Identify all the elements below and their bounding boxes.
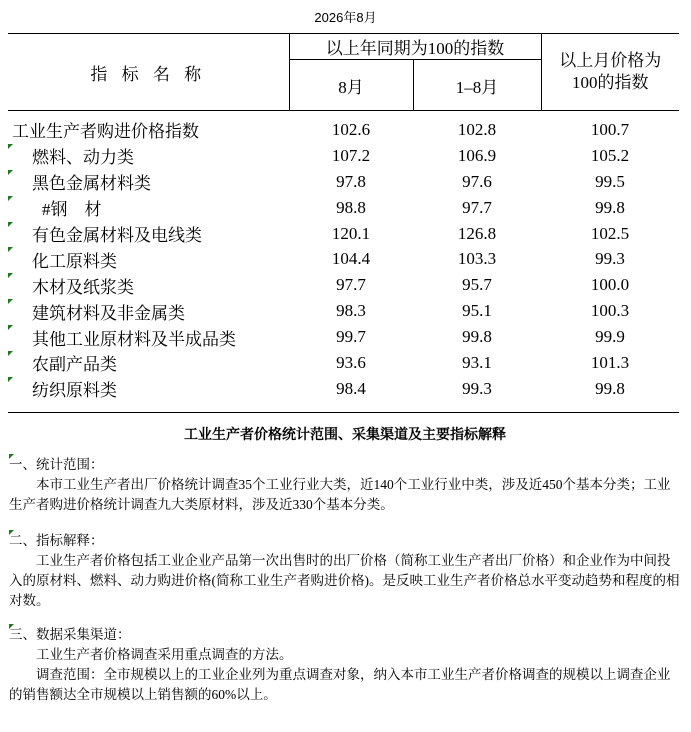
row-ytd-value: 102.8 xyxy=(457,119,497,139)
comment-marker-icon xyxy=(8,247,13,252)
table-row xyxy=(8,272,679,298)
table-row xyxy=(8,169,679,195)
header-yoy-group: 以上年同期为100的指数 xyxy=(289,34,541,60)
notes-definitions-body: 工业生产者价格包括工业企业产品第一次出售时的出厂价格（简称工业生产者出厂价格）和企业作为中间投入的原材料、燃料、动力购进价格(简称工业生产者购进价格)。是反映工业生产者价格总水平变动趋势和程度的相对数。 xyxy=(9,553,680,608)
row-ytd-value: 97.7 xyxy=(462,197,492,217)
row-mom-value: 100.7 xyxy=(590,119,630,139)
row-ytd-value: 126.8 xyxy=(457,223,497,243)
notes-definitions-heading: 二、指标解释： xyxy=(9,533,104,548)
row-name-text: #钢 材 xyxy=(42,200,102,220)
header-indicator-name: 指 标 名 称 xyxy=(8,34,289,111)
row-mom-value: 99.3 xyxy=(595,249,625,269)
notes-collection-method: 工业生产者价格调查采用重点调查的方法。 xyxy=(36,647,293,662)
comment-marker-icon xyxy=(8,377,13,382)
comment-marker-icon xyxy=(8,222,13,227)
row-name xyxy=(8,111,289,143)
row-name-text: 燃料、动力类 xyxy=(32,148,134,168)
notes-section xyxy=(9,426,681,705)
table-row xyxy=(8,246,679,272)
row-name xyxy=(8,195,289,221)
row-name xyxy=(8,246,289,272)
notes-scope xyxy=(9,455,681,515)
row-month-value: 107.2 xyxy=(331,145,371,165)
row-mom-value: 99.8 xyxy=(541,376,679,412)
notes-scope-heading: 一、统计范围： xyxy=(9,457,104,472)
row-mom-value: 100.0 xyxy=(590,275,630,295)
table-row xyxy=(8,195,679,221)
comment-marker-icon xyxy=(8,299,13,304)
table-row xyxy=(8,376,679,412)
comment-marker-icon xyxy=(8,273,13,278)
row-month-value: 97.8 xyxy=(336,171,366,191)
row-month-value: 98.4 xyxy=(289,376,413,412)
row-mom-value: 99.8 xyxy=(595,197,625,217)
table-row xyxy=(8,221,679,247)
row-name xyxy=(8,169,289,195)
row-name-text: 工业生产者购进价格指数 xyxy=(12,122,199,142)
comment-marker-icon xyxy=(8,351,13,356)
comment-marker-icon xyxy=(9,454,14,459)
row-ytd-value: 106.9 xyxy=(457,145,497,165)
row-name-text: 纺织原料类 xyxy=(32,381,117,401)
row-name-text: 黑色金属材料类 xyxy=(32,174,151,194)
row-name xyxy=(8,298,289,324)
row-ytd-value: 103.3 xyxy=(457,249,497,269)
row-month-value: 98.3 xyxy=(336,301,366,321)
notes-collection-heading: 三、数据采集渠道： xyxy=(9,627,131,642)
notes-scope-body: 本市工业生产者出厂价格统计调查35个工业行业大类，近140个工业行业中类，涉及近450个基本分类；工业生产者购进价格统计调查九大类原材料，涉及近330个基本分类。 xyxy=(9,477,671,512)
row-mom-value: 99.9 xyxy=(595,327,625,347)
report-period: 2026年8月 xyxy=(314,10,377,25)
row-mom-value: 100.3 xyxy=(590,301,630,321)
row-month-value: 98.8 xyxy=(336,197,366,217)
row-name-text: 农副产品类 xyxy=(32,355,117,375)
table-row xyxy=(8,350,679,376)
header-month: 8月 xyxy=(289,60,413,111)
table-row xyxy=(8,298,679,324)
row-mom-value: 99.5 xyxy=(595,171,625,191)
header-ytd: 1–8月 xyxy=(413,60,541,111)
row-month-value: 99.7 xyxy=(336,327,366,347)
row-name-text: 有色金属材料及电线类 xyxy=(32,226,202,245)
table-row xyxy=(8,324,679,350)
table-row xyxy=(8,143,679,169)
row-month-value: 104.4 xyxy=(331,249,371,269)
row-name-text: 建筑材料及非金属类 xyxy=(32,303,185,323)
comment-marker-icon xyxy=(9,624,14,629)
row-ytd-value: 99.8 xyxy=(462,327,492,347)
table-row xyxy=(8,111,679,143)
row-month-value: 97.7 xyxy=(336,275,366,295)
row-name xyxy=(8,221,289,247)
row-ytd-value: 95.7 xyxy=(462,275,492,295)
row-mom-value: 102.5 xyxy=(590,223,630,243)
notes-collection xyxy=(9,625,681,705)
notes-collection-scope: 调查范围：全市规模以上的工业企业列为重点调查对象，纳入本市工业生产者价格调查的规模以上调查企业的销售额达全市规模以上销售额的60%以上。 xyxy=(9,667,671,702)
comment-marker-icon xyxy=(8,144,13,149)
comment-marker-icon xyxy=(8,325,13,330)
row-name xyxy=(8,324,289,350)
comment-marker-icon xyxy=(8,170,13,175)
comment-marker-icon xyxy=(8,196,13,201)
notes-title: 工业生产者价格统计范围、采集渠道及主要指标解释 xyxy=(184,428,506,443)
row-ytd-value: 99.3 xyxy=(413,376,541,412)
row-name xyxy=(8,350,289,376)
row-ytd-value: 97.6 xyxy=(462,171,492,191)
row-ytd-value: 95.1 xyxy=(462,301,492,321)
comment-marker-icon xyxy=(9,530,14,535)
row-name-text: 化工原料类 xyxy=(32,251,117,271)
notes-definitions xyxy=(9,531,681,611)
row-mom-value: 101.3 xyxy=(590,352,630,372)
header-mom-line2: 100的指数 xyxy=(572,73,649,92)
price-index-table xyxy=(8,33,679,413)
row-name-text: 其他工业原材料及半成品类 xyxy=(32,329,236,349)
row-name-text: 木材及纸浆类 xyxy=(32,277,134,297)
header-mom xyxy=(541,34,679,111)
row-ytd-value: 93.1 xyxy=(462,352,492,372)
row-month-value: 120.1 xyxy=(331,223,371,243)
row-name xyxy=(8,143,289,169)
row-month-value: 93.6 xyxy=(336,352,366,372)
row-month-value: 102.6 xyxy=(331,119,371,139)
row-mom-value: 105.2 xyxy=(590,145,630,165)
header-mom-line1: 以上月价格为 xyxy=(559,51,662,70)
row-name xyxy=(8,376,289,412)
row-name xyxy=(8,272,289,298)
